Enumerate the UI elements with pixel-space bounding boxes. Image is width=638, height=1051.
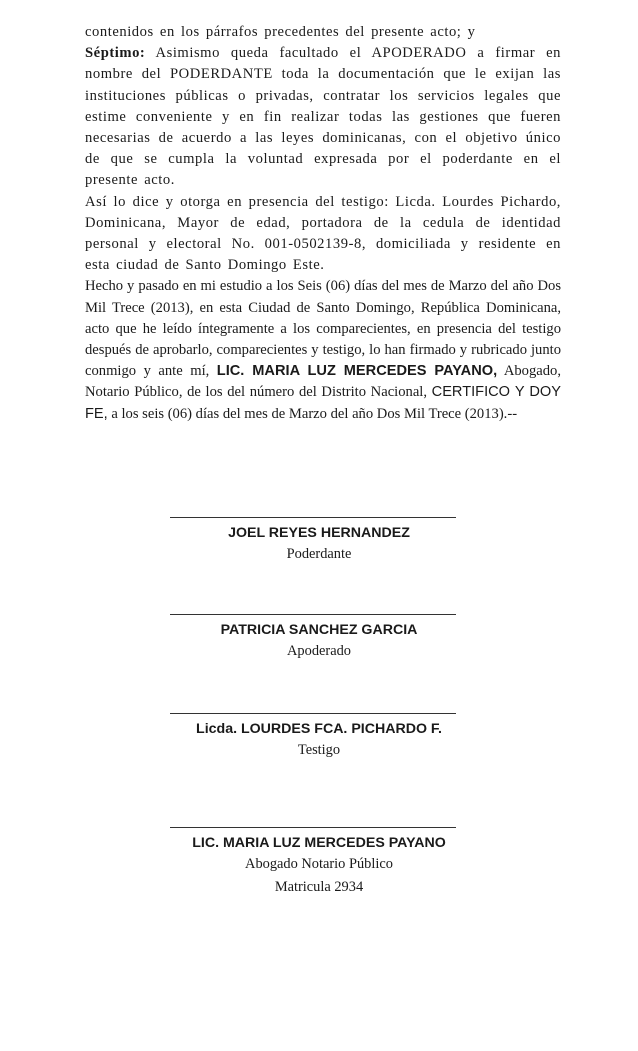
- signature-line: [170, 517, 456, 518]
- paragraph-hecho: [85, 276, 561, 424]
- paragraph-septimo: [85, 43, 561, 191]
- signatory-role: Apoderado: [287, 643, 351, 659]
- signatory-role: Poderdante: [286, 546, 352, 562]
- signature-line: [170, 827, 456, 828]
- signatory-role: Abogado Notario Público: [245, 856, 393, 872]
- signature-block-poderdante: [0, 517, 638, 565]
- signature-line: [170, 614, 456, 615]
- signature-block-testigo: [0, 713, 638, 761]
- document-body: [85, 22, 561, 425]
- certifico-text: CERTIFICO Y DOY FE,: [85, 384, 561, 422]
- notary-text: Abogado, Notario Público, de los del número del Distrito Nacional,: [85, 363, 561, 401]
- signature-line: [170, 713, 456, 714]
- paragraph-continuation: contenidos en los párrafos precedentes del presente acto; y: [85, 24, 476, 40]
- signatory-name: PATRICIA SANCHEZ GARCIA: [220, 622, 418, 638]
- signatory-registration: Matricula 2934: [274, 879, 364, 895]
- paragraph-testigo: Así lo dice y otorga en presencia del testigo: Licda. Lourdes Pichardo, Dominicana, Mayor de edad, portadora de la cedula de identidad personal y electoral No. 001-0502139-8, domiciliada y residente en esta ciudad de Santo Domingo Este.: [85, 193, 561, 274]
- hecho-text: Hecho y pasado en mi estudio a los Seis (06) días del mes de Marzo del año Dos Mil Trece (2013), en esta Ciudad de Santo Domingo, República Dominicana, acto que he leído íntegramente a los comparecientes, en presencia del testigo después de aprobarlo, comparecientes y testigo, lo han firmado y rubricado junto conmigo y ante mí,: [85, 278, 561, 380]
- signatory-name: LIC. MARIA LUZ MERCEDES PAYANO: [192, 835, 446, 851]
- signatory-role: Testigo: [297, 742, 341, 758]
- closing-text: a los seis (06) días del mes de Marzo del año Dos Mil Trece (2013).--: [107, 405, 518, 422]
- notary-name: LIC. MARIA LUZ MERCEDES PAYANO,: [216, 363, 498, 380]
- signatory-name: Licda. LOURDES FCA. PICHARDO F.: [196, 721, 442, 737]
- signatory-name: JOEL REYES HERNANDEZ: [228, 525, 410, 541]
- septimo-text: Asimismo queda facultado el APODERADO a firmar en nombre del PODERDANTE toda la documentación que le exijan las instituciones públicas o privadas, contratar los servicios legales que estime conveniente y en fin realizar todas las gestiones que fueren necesarias de acuerdo a las leyes dominicanas, con el objetivo único de que se cumpla la voluntad expresada por el poderdante en el presente acto.: [85, 45, 561, 189]
- septimo-label: Séptimo:: [85, 45, 146, 62]
- signature-block-notario: [0, 827, 638, 898]
- signature-block-apoderado: [0, 614, 638, 662]
